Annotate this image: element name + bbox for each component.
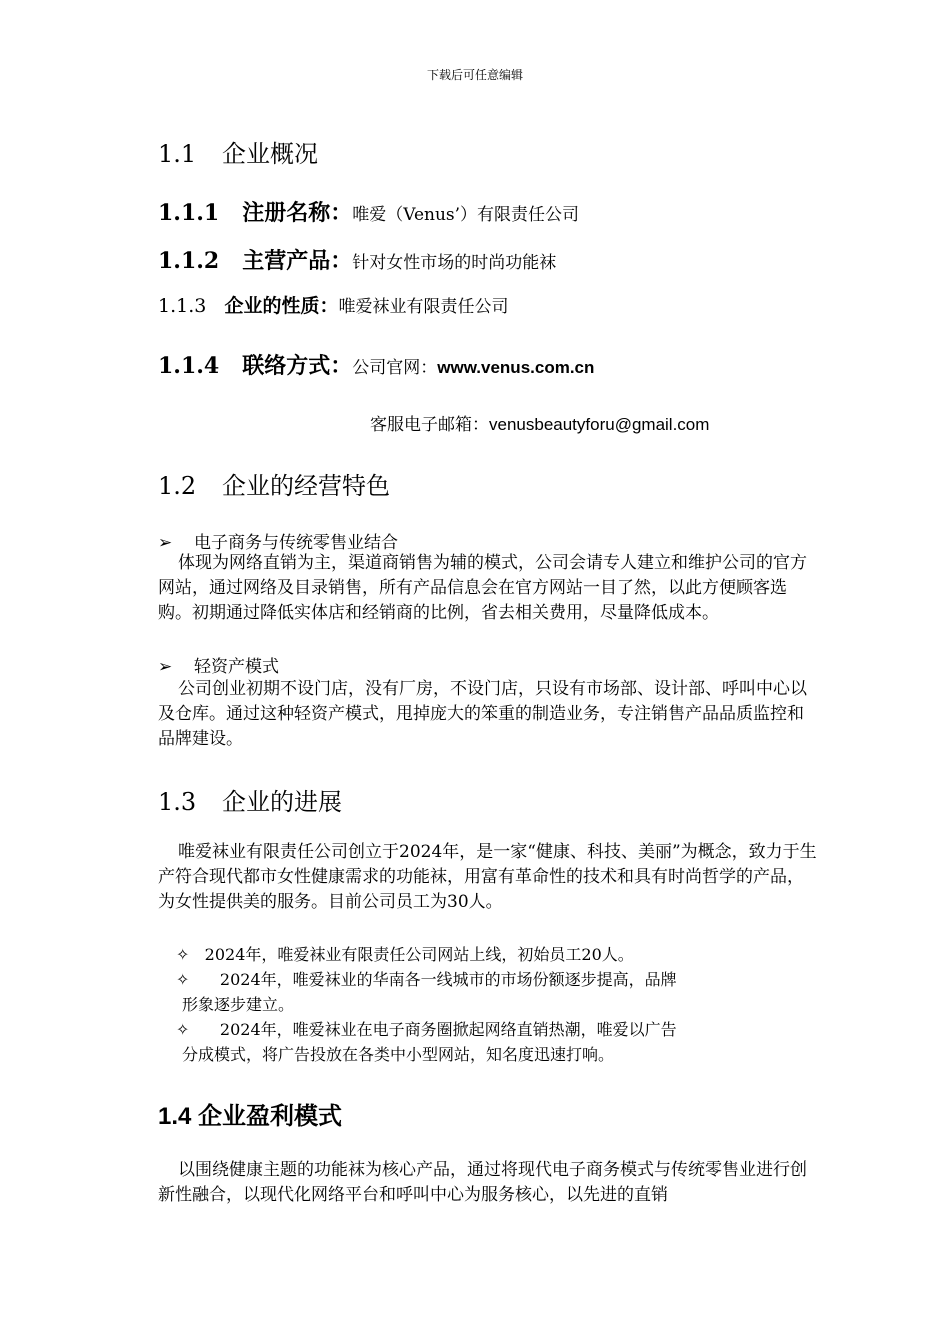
bullet-item bbox=[158, 528, 398, 553]
heading-title: 企业概况 bbox=[222, 140, 318, 168]
field-label: 注册名称： bbox=[242, 200, 353, 226]
arrow-bullet-icon: ➢ bbox=[158, 657, 173, 677]
milestone-item bbox=[176, 1017, 677, 1040]
email-link[interactable]: venusbeautyforu@gmail.com bbox=[489, 415, 710, 434]
heading-number: 1.1.3 bbox=[158, 295, 207, 317]
registered-name: 唯爱（Venus’）有限责任公司 bbox=[352, 205, 580, 225]
milestone-text: 2024年，唯爱袜业有限责任公司网站上线，初始员工20人。 bbox=[204, 945, 634, 964]
diamond-bullet-icon: ✧ bbox=[176, 1020, 190, 1039]
heading-number: 1.1.2 bbox=[158, 248, 220, 274]
main-product: 针对女性市场的时尚功能袜 bbox=[352, 253, 557, 273]
arrow-bullet-icon: ➢ bbox=[158, 533, 173, 553]
milestone-text-cont: 分成模式，将广告投放在各类中小型网站，知名度迅速打响。 bbox=[182, 1045, 615, 1064]
heading-1-3 bbox=[158, 782, 342, 817]
email-label: 客服电子邮箱： bbox=[370, 415, 489, 435]
heading-1-1-4 bbox=[158, 349, 594, 380]
heading-1-1-1 bbox=[158, 196, 579, 227]
milestone-text: 2024年，唯爱袜业的华南各一线城市的市场份额逐步提高，品牌 bbox=[219, 970, 677, 989]
diamond-bullet-icon: ✧ bbox=[176, 945, 190, 964]
paragraph: 唯爱袜业有限责任公司创立于2024年，是一家“健康、科技、美丽”为概念，致力于生产符合现代都市女性健康需求的功能袜，用富有革命性的技术和具有时尚哲学的产品，为女性提供美的服务。目前公司员工为30人。 bbox=[158, 842, 817, 912]
milestone-text-cont: 形象逐步建立。 bbox=[182, 995, 295, 1014]
email-line bbox=[370, 410, 709, 435]
heading-number: 1.1.1 bbox=[158, 200, 220, 226]
page-header: 下载后可任意编辑 bbox=[426, 68, 523, 82]
diamond-bullet-icon: ✧ bbox=[176, 970, 190, 989]
bullet-text: 轻资产模式 bbox=[194, 657, 279, 677]
heading-title: 企业盈利模式 bbox=[198, 1103, 343, 1130]
heading-number: 1.4 bbox=[158, 1103, 192, 1130]
heading-number: 1.3 bbox=[158, 788, 197, 816]
heading-1-2 bbox=[158, 466, 390, 501]
paragraph: 体现为网络直销为主，渠道商销售为辅的模式，公司会请专人建立和维护公司的官方网站，通过网络及目录销售，所有产品信息会在官方网站一目了然，以此方便顾客选购。初期通过降低实体店和经销商的比例，省去相关费用，尽量降低成本。 bbox=[158, 553, 807, 623]
bullet-text: 电子商务与传统零售业结合 bbox=[194, 533, 398, 553]
website-label: 公司官网： bbox=[352, 358, 438, 378]
heading-1-4 bbox=[158, 1096, 342, 1131]
heading-number: 1.1.4 bbox=[158, 353, 220, 379]
field-label: 企业的性质： bbox=[224, 295, 339, 317]
bullet-item bbox=[158, 652, 279, 677]
heading-title: 企业的经营特色 bbox=[222, 472, 390, 500]
milestone-item bbox=[176, 967, 677, 990]
milestone-text: 2024年，唯爱袜业在电子商务圈掀起网络直销热潮，唯爱以广告 bbox=[219, 1020, 677, 1039]
field-label: 主营产品： bbox=[242, 248, 353, 274]
paragraph: 以围绕健康主题的功能袜为核心产品，通过将现代电子商务模式与传统零售业进行创新性融合，以现代化网络平台和呼叫中心为服务核心，以先进的直销 bbox=[158, 1160, 807, 1205]
heading-1-1-3 bbox=[158, 291, 509, 318]
heading-number: 1.2 bbox=[158, 472, 197, 500]
heading-number: 1.1 bbox=[158, 140, 197, 168]
milestone-item bbox=[176, 942, 634, 965]
heading-1-1 bbox=[158, 134, 318, 169]
field-label: 联络方式： bbox=[242, 353, 353, 379]
website-link[interactable]: www.venus.com.cn bbox=[437, 358, 595, 377]
heading-title: 企业的进展 bbox=[222, 788, 342, 816]
company-nature: 唯爱袜业有限责任公司 bbox=[338, 297, 509, 317]
heading-1-1-2 bbox=[158, 244, 556, 275]
paragraph: 公司创业初期不设门店，没有厂房，不设门店，只设有市场部、设计部、呼叫中心以及仓库。通过这种轻资产模式，甩掉庞大的笨重的制造业务，专注销售产品品质监控和品牌建设。 bbox=[158, 679, 807, 749]
